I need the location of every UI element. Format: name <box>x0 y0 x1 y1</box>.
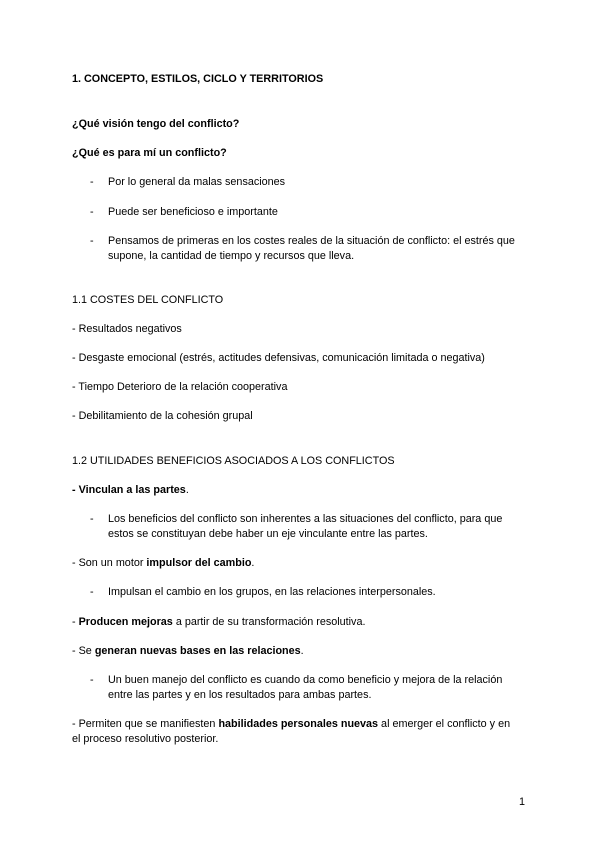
benefit-item-change <box>72 556 254 570</box>
bullet-item: Pensamos de primeras en los costes reales de la situación de conflicto: el estrés que <box>108 235 515 247</box>
cost-item: - Desgaste emocional (estrés, actitudes defensivas, comunicación limitada o negativa) <box>72 352 485 364</box>
bullet-dash: - <box>90 513 94 525</box>
benefit-text: - <box>72 616 79 628</box>
benefit-punct: . <box>251 557 255 569</box>
section-title: 1. CONCEPTO, ESTILOS, CICLO Y TERRITORIOS <box>72 73 324 85</box>
benefit-item-improvements <box>72 615 365 629</box>
bullet-item: Por lo general da malas sensaciones <box>108 176 286 188</box>
benefit-bold: impulsor del cambio <box>146 557 252 569</box>
bullet-item-continued: supone, la cantidad de tiempo y recursos que lleva. <box>108 250 355 262</box>
benefit-subitem: Impulsan el cambio en los grupos, en las relaciones interpersonales. <box>108 586 436 598</box>
benefit-subitem-continued: estos se constituyan debe haber un eje vinculante entre las partes. <box>108 528 428 540</box>
benefit-text: al emerger el conflicto y en <box>378 718 511 730</box>
benefit-bold: - Vinculan a las partes <box>72 484 186 496</box>
question-conflict: ¿Qué es para mí un conflicto? <box>72 147 227 159</box>
benefit-punct: . <box>300 645 304 657</box>
benefit-item-relations <box>72 644 304 658</box>
benefit-item-link <box>72 483 189 497</box>
benefit-punct: . <box>185 484 189 496</box>
bullet-dash: - <box>90 206 94 218</box>
benefit-subitem-continued: entre las partes y en los resultados para ambas partes. <box>108 689 372 701</box>
bullet-dash: - <box>90 235 94 247</box>
question-vision: ¿Qué visión tengo del conflicto? <box>72 118 240 130</box>
bullet-dash: - <box>90 586 94 598</box>
benefit-text: - Permiten que se manifiesten <box>72 718 219 730</box>
cost-item: - Tiempo Deterioro de la relación cooperativa <box>72 381 288 393</box>
benefit-subitem: Un buen manejo del conflicto es cuando da como beneficio y mejora de la relación <box>108 674 503 686</box>
benefit-item-skills-continued: el proceso resolutivo posterior. <box>72 733 219 745</box>
cost-item: - Resultados negativos <box>72 323 182 335</box>
benefits-heading: 1.2 UTILIDADES BENEFICIOS ASOCIADOS A LOS CONFLICTOS <box>72 455 395 467</box>
benefit-bold: generan nuevas bases en las relaciones <box>94 645 301 657</box>
benefit-subitem: Los beneficios del conflicto son inherentes a las situaciones del conflicto, para que <box>108 513 503 525</box>
bullet-item: Puede ser beneficioso e importante <box>108 206 278 218</box>
benefit-item-skills <box>72 717 510 731</box>
benefit-text: - Son un motor <box>72 557 147 569</box>
costs-heading: 1.1 COSTES DEL CONFLICTO <box>72 294 224 306</box>
benefit-text: a partir de su transformación resolutiva. <box>172 616 366 628</box>
bullet-dash: - <box>90 674 94 686</box>
benefit-bold: habilidades personales nuevas <box>218 718 379 730</box>
cost-item: - Debilitamiento de la cohesión grupal <box>72 410 253 422</box>
benefit-bold: Producen mejoras <box>78 616 173 628</box>
benefit-text: - Se <box>72 645 95 657</box>
page-number: 1 <box>519 796 526 808</box>
bullet-dash: - <box>90 176 94 188</box>
